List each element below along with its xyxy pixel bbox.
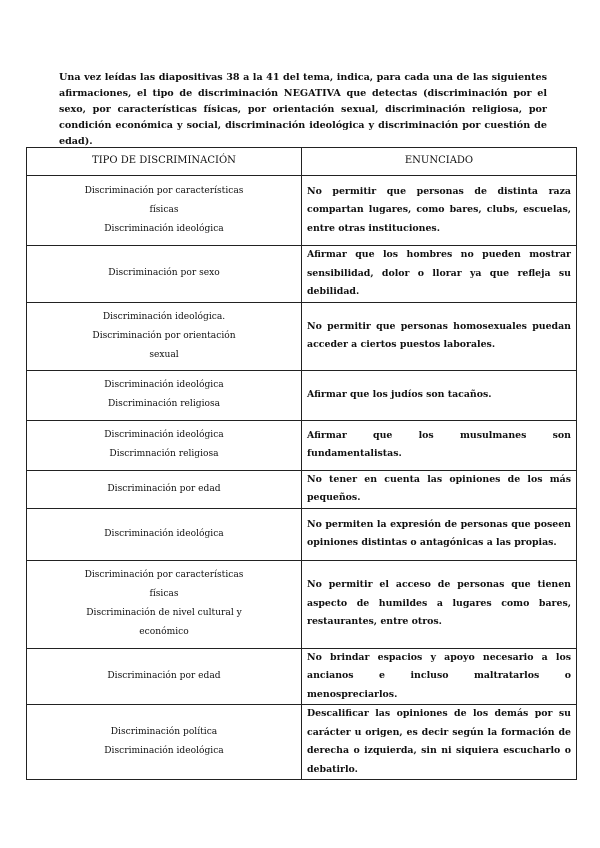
tipo-cell bbox=[27, 370, 302, 420]
tipo-line: Discriminación ideológica bbox=[104, 380, 224, 390]
tipo-cell bbox=[27, 508, 302, 560]
table-row bbox=[27, 370, 577, 420]
tipo-cell bbox=[27, 302, 302, 370]
tipo-cell bbox=[27, 560, 302, 648]
tipo-line: Discriminación por orientación bbox=[92, 330, 236, 341]
enunciado-cell: No permitir que personas de distinta raza compartan lugares, como bares, clubs, escuelas, entre otras instituciones. bbox=[302, 176, 577, 246]
table-row bbox=[27, 302, 577, 370]
tipo-line: Discriminación de nivel cultural y bbox=[86, 608, 242, 618]
tipo-cell bbox=[27, 420, 302, 470]
tipo-line: Discriminación ideológica bbox=[104, 224, 224, 234]
tipo-line: Discriminación política bbox=[110, 727, 218, 737]
enunciado-cell: Afirmar que los hombres no pueden mostrar sensibilidad, dolor o llorar ya que refleja su debilidad. bbox=[302, 246, 577, 303]
table-row bbox=[27, 420, 577, 470]
discrimination-table bbox=[26, 147, 577, 780]
enunciado-cell: No brindar espacios y apoyo necesario a los ancianos e incluso maltratarlos o menospreciarlos. bbox=[302, 648, 577, 705]
tipo-cell bbox=[27, 246, 302, 303]
tipo-line: sexual bbox=[149, 349, 179, 360]
table-row bbox=[27, 508, 577, 560]
tipo-line: físicas bbox=[149, 205, 179, 215]
tipo-line: Discriminación ideológica bbox=[104, 746, 224, 756]
tipo-line: Discriminación por características bbox=[84, 186, 244, 196]
tipo-line: físicas bbox=[149, 589, 179, 599]
enunciado-cell: No tener en cuenta las opiniones de los más pequeños. bbox=[302, 470, 577, 508]
tipo-line: Discriminación por edad bbox=[107, 483, 221, 494]
table-row bbox=[27, 246, 577, 303]
tipo-line: Discriminación religiosa bbox=[107, 399, 221, 409]
table-row bbox=[27, 176, 577, 246]
table-header-row bbox=[27, 148, 577, 176]
tipo-line: Discrimnación religiosa bbox=[109, 449, 219, 459]
table-row bbox=[27, 470, 577, 508]
enunciado-cell: Afirmar que los judíos son tacaños. bbox=[302, 370, 577, 420]
tipo-line: Discriminación por características bbox=[84, 570, 244, 580]
tipo-line: Discriminación por sexo bbox=[108, 268, 220, 279]
instructions-paragraph: Una vez leídas las diapositivas 38 a la 41 del tema, indica, para cada una de las siguientes afirmaciones, el tipo de discriminación NEGATIVA que detectas (discriminación por el sexo, por características físicas, por orientación sexual, discriminación religiosa, por condición económica y social, discriminación ideológica y discriminación por cuestión de edad). bbox=[59, 72, 547, 147]
table-row bbox=[27, 560, 577, 648]
tipo-line: Discriminación ideológica. bbox=[102, 311, 226, 322]
tipo-cell bbox=[27, 176, 302, 246]
table-row bbox=[27, 648, 577, 705]
tipo-line: económico bbox=[139, 627, 189, 637]
table-row bbox=[27, 705, 577, 780]
header-enunciado: ENUNCIADO bbox=[302, 148, 577, 176]
header-tipo: TIPO DE DISCRIMINACIÓN bbox=[27, 148, 302, 176]
enunciado-cell: Afirmar que los musulmanes son fundamentalistas. bbox=[302, 420, 577, 470]
enunciado-cell: No permiten la expresión de personas que poseen opiniones distintas o antagónicas a las propias. bbox=[302, 508, 577, 560]
tipo-cell bbox=[27, 648, 302, 705]
tipo-line: Discriminación ideológica bbox=[104, 430, 224, 440]
tipo-cell bbox=[27, 470, 302, 508]
enunciado-cell: No permitir que personas homosexuales puedan acceder a ciertos puestos laborales. bbox=[302, 302, 577, 370]
enunciado-cell: Descalificar las opiniones de los demás por su carácter u origen, es decir según la formación de derecha o izquierda, sin ni siquiera escucharlo o debatirlo. bbox=[302, 705, 577, 780]
tipo-line: Discriminación por edad bbox=[107, 670, 221, 681]
tipo-cell bbox=[27, 705, 302, 780]
tipo-line: Discriminación ideológica bbox=[104, 528, 224, 539]
enunciado-cell: No permitir el acceso de personas que tienen aspecto de humildes a lugares como bares, restaurantes, entre otros. bbox=[302, 560, 577, 648]
